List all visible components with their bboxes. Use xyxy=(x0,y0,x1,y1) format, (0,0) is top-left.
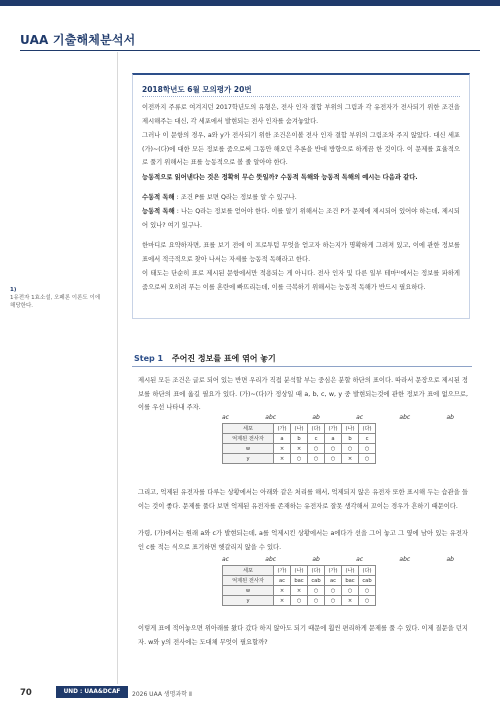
table-cell: c xyxy=(359,434,376,444)
box-paragraph-1: 이전까지 주류로 여겨지던 2017학년도의 유형은, 전사 인자 결합 부위의 그림과 각 유전자가 전사되기 위한 조건을 제시해주는 대신, 각 세포에서 발현되는 전사 인자를 숨겨놓았다. xyxy=(142,104,460,125)
header-title: UAA 기출해체분석서 xyxy=(20,33,136,47)
table-cell: ○ xyxy=(308,454,325,464)
table-cell: ○ xyxy=(325,454,342,464)
table2-top-labels xyxy=(222,556,454,563)
table-cell: (나) xyxy=(291,566,308,576)
table-cell: ○ xyxy=(291,596,308,606)
table-cell: (다) xyxy=(359,566,376,576)
step-heading xyxy=(134,353,276,364)
table1-top-label: abc xyxy=(399,414,411,421)
table-row xyxy=(223,424,376,434)
step-title: 주어진 정보를 표에 엮어 놓기 xyxy=(171,354,276,363)
footer-title: 2026 UAA 생명과학 Ⅱ xyxy=(132,691,192,698)
table2 xyxy=(222,565,376,606)
table2-top-label: ac xyxy=(356,556,364,563)
table1-top-label: abc xyxy=(265,414,277,421)
table-row xyxy=(223,444,376,454)
table-cell: ○ xyxy=(359,586,376,596)
table-cell: ○ xyxy=(291,454,308,464)
table-cell: c xyxy=(308,434,325,444)
table-cell: a xyxy=(274,434,291,444)
table-cell: × xyxy=(291,586,308,596)
table-cell: ○ xyxy=(342,586,359,596)
table-cell: b xyxy=(291,434,308,444)
table2-top-label: ac xyxy=(222,556,229,563)
table1-top-label: ac xyxy=(222,414,229,421)
step-paragraph-1: 제시된 모든 조건은 글로 되어 있는 반면 우리가 직접 분석할 부는 중심은 분할 하단의 표이다. 따라서 문장으로 제시된 정보를 하단의 표에 옮길 필요가 있다. (가)~(다)가 정상일 때 a, b, c, w, y 중 발현되는것에 관한 정보가 표에 없으므로, 이를 우선 나타내 주자. xyxy=(138,377,469,412)
table-row xyxy=(223,586,376,596)
table-cell: ○ xyxy=(308,444,325,454)
step-rule xyxy=(132,366,472,367)
table1-top-label: ac xyxy=(356,414,364,421)
table-cell: ○ xyxy=(359,596,376,606)
table-cell: (나) xyxy=(342,424,359,434)
active-reading-text: : 나는 Q라는 정보를 얻어야 한다. 이를 알기 위해서는 조건 P가 문제에 제시되어 있어야 하는데, 제시되어 있나? 여기 있구나. xyxy=(142,208,460,229)
table-cell: ○ xyxy=(308,596,325,606)
table-cell: bac xyxy=(291,576,308,586)
table-cell: (가) xyxy=(325,566,342,576)
header-accent-bar xyxy=(0,0,500,6)
column-divider xyxy=(117,52,118,684)
table-row xyxy=(223,596,376,606)
table-cell: ○ xyxy=(325,444,342,454)
footer-badge: UND : UAA&DCAF xyxy=(56,686,128,698)
table1 xyxy=(222,423,376,464)
box-paragraph-3: 능동적으로 읽어낸다는 것은 정확히 무슨 뜻일까? 수동적 독해와 능동적 독해의 예시는 다음과 같다. xyxy=(142,174,418,181)
passive-reading-example xyxy=(142,191,460,205)
table-cell: 세포 xyxy=(223,566,274,576)
table-cell: × xyxy=(291,444,308,454)
table-cell: (가) xyxy=(274,424,291,434)
table-cell: ○ xyxy=(325,586,342,596)
table-cell: w xyxy=(223,586,274,596)
box-paragraph-4: 한마디로 요약하자면, 표를 보기 전에 이 프로투텀 무엇을 얻고자 하는지가 명확하게 그려져 있고, 이에 관한 정보를 표에서 적극적으로 찾아 나서는 자세를 능동적 독해라고 한다. xyxy=(142,242,460,263)
table-cell: (나) xyxy=(291,424,308,434)
table-cell: w xyxy=(223,444,274,454)
table-cell: 세포 xyxy=(223,424,274,434)
table-cell: (다) xyxy=(308,566,325,576)
box-paragraph-2: 그러나 이 문항의 경우, a와 y가 전사되기 위한 조건은이볼 전사 인자 결합 부위의 그림조차 주지 않았다. 대신 세포 (가)~(다)에 대한 모든 정보를 줌으로써 그동안 해오던 추론을 반대 방향으로 하게끔 한 것이다. 이 문제를 효율적으로 풀기 위해서는 표를 능동적으로 볼 줄 알아야 한다. xyxy=(142,132,460,167)
table-cell: × xyxy=(274,444,291,454)
step-paragraph-3: 가령, (가)에서는 원래 a와 c가 발현되는데, a를 억제시킨 상황에서는 a에다가 선을 그어 놓고 그 옆에 남아 있는 유전자인 c를 적는 식으로 표기하면 헷갈리지 않을 수 있다. xyxy=(138,530,468,551)
table-cell: y xyxy=(223,454,274,464)
side-note-text: 1유전자 1효소설, 오페론 이론도 이에 해당한다. xyxy=(10,295,101,309)
table1-top-label: ab xyxy=(446,414,454,421)
table-cell: (다) xyxy=(359,424,376,434)
step-paragraph-2: 그리고, 억제된 유전자를 다루는 상황에서는 아래와 같은 처리를 해서, 억제되지 않은 유전자 또한 표시해 두는 습관을 들이는 것이 좋다. 문제를 풀다 보면 억제된 유전자를 존재하는 유전자로 잘못 생각해서 꼬이는 경우가 흔하기 때문이다. xyxy=(138,489,468,510)
table-cell: (나) xyxy=(342,566,359,576)
box-paragraph-5: 이 태도는 단순히 표로 제시된 문항에서만 적용되는 게 아니다. 전사 인자 및 다른 일부 테마¹⁾에서는 정보를 파하게 줌으로써 오히려 푸는 이를 혼란에 빠뜨리는데, 이를 극복하기 위해서는 능동적 독해가 반드시 필요하다. xyxy=(142,270,460,291)
table-cell: × xyxy=(342,596,359,606)
table1-top-label: ab xyxy=(312,414,320,421)
table-row xyxy=(223,434,376,444)
table-row xyxy=(223,454,376,464)
table-cell: (다) xyxy=(308,424,325,434)
table-cell: cab xyxy=(359,576,376,586)
table-cell: (가) xyxy=(274,566,291,576)
table-cell: ac xyxy=(325,576,342,586)
step-paragraph-4: 이렇게 표에 적어놓으면 위아래를 왔다 갔다 하지 않아도 되기 때문에 훨씬 편리하게 문제를 풀 수 있다. 이제 질문을 던지자. w와 y의 전사에는 도대체 무엇이 필요할까? xyxy=(138,625,469,646)
table-cell: × xyxy=(274,596,291,606)
table-cell: b xyxy=(342,434,359,444)
header-rule xyxy=(20,50,480,51)
table-cell: × xyxy=(274,586,291,596)
table-cell: × xyxy=(274,454,291,464)
table-cell: ○ xyxy=(359,454,376,464)
table-cell: y xyxy=(223,596,274,606)
table-cell: 억제된 전사자 xyxy=(223,434,274,444)
active-reading-example xyxy=(142,205,460,232)
box-title-rule xyxy=(142,96,460,98)
table-cell: ac xyxy=(274,576,291,586)
table-cell: ○ xyxy=(308,586,325,596)
side-note xyxy=(10,286,105,310)
step-label: Step 1 xyxy=(134,354,164,363)
page-number: 70 xyxy=(20,688,32,698)
passive-reading-text: : 조건 P를 보면 Q라는 정보를 알 수 있구나. xyxy=(176,194,297,201)
table-cell: × xyxy=(342,454,359,464)
table-cell: ○ xyxy=(359,444,376,454)
box-title: 2018학년도 6월 모의평가 20번 xyxy=(142,85,252,94)
table2-top-label: abc xyxy=(399,556,411,563)
active-reading-label: 능동적 독해 xyxy=(142,208,175,215)
table-cell: 억제된 전사자 xyxy=(223,576,274,586)
passive-reading-label: 수동적 독해 xyxy=(142,194,175,201)
table-cell: bac xyxy=(342,576,359,586)
table-cell: a xyxy=(325,434,342,444)
table-cell: cab xyxy=(308,576,325,586)
table-cell: ○ xyxy=(342,444,359,454)
table2-top-label: ab xyxy=(312,556,320,563)
table-cell: ○ xyxy=(325,596,342,606)
table-row xyxy=(223,566,376,576)
table2-top-label: abc xyxy=(265,556,277,563)
table-cell: (가) xyxy=(325,424,342,434)
table1-top-labels xyxy=(222,414,454,421)
table-row xyxy=(223,576,376,586)
side-note-number: 1) xyxy=(10,287,17,293)
table2-top-label: ab xyxy=(446,556,454,563)
